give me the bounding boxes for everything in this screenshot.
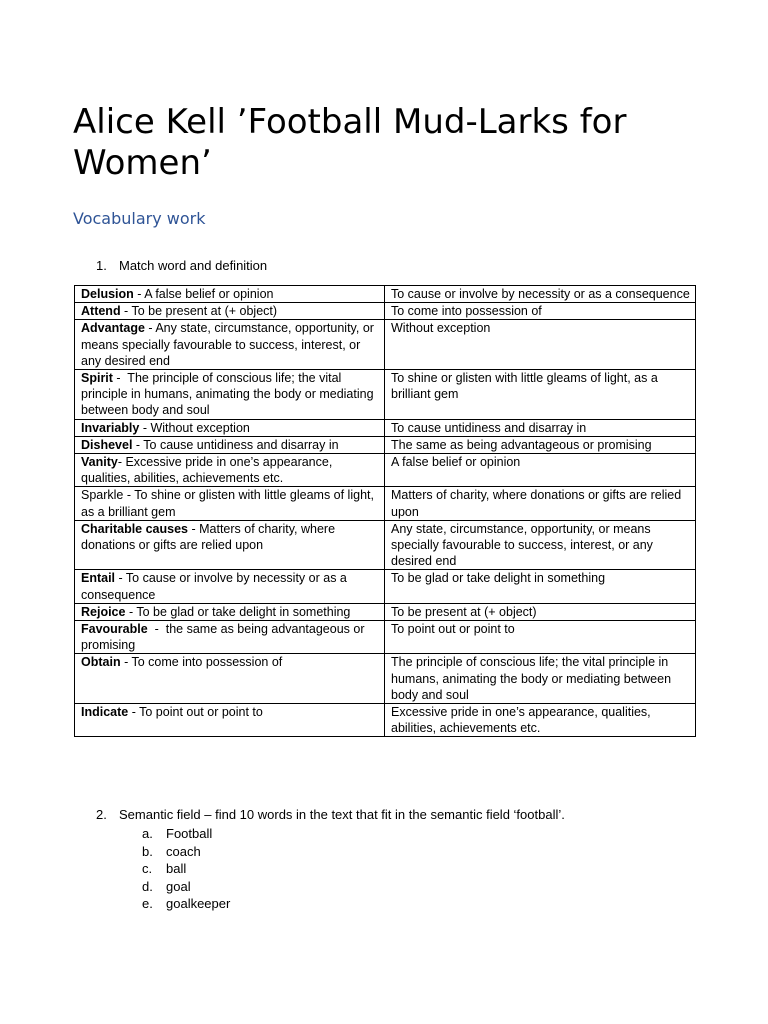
word-cell [75, 419, 385, 436]
word-definition: - To be glad or take delight in something [125, 604, 351, 619]
word-definition: - To come into possession of [120, 655, 283, 670]
question-2-number: 2. [96, 807, 107, 822]
vocab-word: Delusion [81, 287, 134, 301]
table-row [75, 436, 696, 453]
list-item-letter: c. [142, 861, 153, 876]
list-item-text: ball [166, 861, 187, 876]
vocab-word: Attend [81, 304, 121, 319]
list-item-text: goalkeeper [166, 896, 231, 911]
vocab-word: Favourable [81, 622, 148, 637]
word-cell [75, 487, 385, 520]
word-cell [75, 704, 385, 737]
list-item [142, 843, 230, 861]
answer-list [142, 825, 230, 913]
table-row [75, 621, 696, 654]
word-definition: - Without exception [139, 420, 250, 435]
table-row [75, 454, 696, 487]
list-item-text: coach [166, 843, 201, 859]
definition-cell: To be present at (+ object) [385, 603, 696, 620]
word-definition: - To cause untidiness and disarray in [132, 437, 339, 452]
vocab-word: Entail [81, 571, 116, 586]
word-cell [75, 454, 385, 487]
definition-cell: To shine or glisten with little gleams of light, as a brilliant gem [385, 370, 696, 420]
table-row [75, 419, 696, 436]
definition-cell: The same as being advantageous or promising [385, 436, 696, 453]
section-heading: Vocabulary work [73, 209, 206, 228]
word-cell [75, 570, 385, 603]
table-row [75, 603, 696, 620]
list-item-text: Football [166, 826, 213, 841]
vocabulary-table [74, 285, 696, 737]
definition-cell: To be glad or take delight in something [385, 570, 696, 603]
word-cell [75, 654, 385, 704]
page-title: Alice Kell ’Football Mud-Larks for Women’ [73, 102, 627, 183]
table-row [75, 320, 696, 370]
word-definition: - The principle of conscious life; the vital principle in humans, animating the body or mediating between body and soul [81, 371, 378, 418]
list-item-letter: d. [142, 878, 153, 894]
table-row [75, 704, 696, 737]
table-row [75, 303, 696, 320]
word-cell [75, 603, 385, 620]
definition-cell: To cause or involve by necessity or as a consequence [385, 286, 696, 303]
word-cell [75, 520, 385, 570]
definition-cell: The principle of conscious life; the vital principle in humans, animating the body or mediating between body and soul [385, 654, 696, 704]
word-definition: - Matters of charity, where donations or gifts are relied upon [81, 521, 339, 553]
table-row [75, 654, 696, 704]
vocab-word: Advantage [81, 321, 145, 336]
word-definition: - To point out or point to [128, 705, 263, 720]
word-definition: - Excessive pride in one’s appearance, qualities, abilities, achievements etc. [81, 455, 336, 486]
word-cell [75, 303, 385, 320]
word-cell [75, 370, 385, 420]
word-cell [75, 436, 385, 453]
table-row [75, 520, 696, 570]
word-definition: Sparkle - To shine or glisten with little gleams of light, as a brilliant gem [81, 488, 378, 519]
list-item-letter: b. [142, 843, 153, 859]
question-1 [96, 258, 267, 274]
definition-cell: To come into possession of [385, 303, 696, 320]
definition-cell: Excessive pride in one’s appearance, qualities, abilities, achievements etc. [385, 704, 696, 737]
table-row [75, 286, 696, 303]
definition-cell: To point out or point to [385, 621, 696, 654]
vocab-word: Charitable causes [81, 521, 188, 536]
table-row [75, 570, 696, 603]
question-1-text: Match word and definition [119, 258, 268, 273]
word-definition: - A false belief or opinion [133, 287, 274, 301]
vocab-word: Rejoice [81, 604, 126, 619]
vocab-word: Invariably [81, 420, 140, 435]
list-item-text: goal [166, 878, 191, 894]
list-item-letter: e. [142, 896, 153, 911]
table-row [75, 370, 696, 420]
definition-cell: Matters of charity, where donations or gifts are relied upon [385, 487, 696, 520]
word-definition: - To be present at (+ object) [120, 304, 278, 319]
question-2-text: Semantic field – find 10 words in the text that fit in the semantic field ‘football’. [119, 807, 565, 822]
word-definition: - the same as being advantageous or promising [81, 622, 368, 653]
definition-cell: A false belief or opinion [385, 454, 696, 487]
list-item [142, 895, 230, 913]
word-cell [75, 621, 385, 654]
vocab-word: Spirit [81, 371, 113, 386]
word-definition: - To cause or involve by necessity or as a consequence [81, 571, 351, 602]
vocab-word: Obtain [81, 655, 121, 670]
definition-cell: To cause untidiness and disarray in [385, 419, 696, 436]
vocab-word: Vanity [81, 455, 118, 470]
word-definition: - Any state, circumstance, opportunity, or means specially favourable to success, interest, or any desired end [81, 321, 378, 368]
question-2 [96, 807, 565, 823]
table-row [75, 487, 696, 520]
vocab-word: Dishevel [81, 437, 133, 452]
list-item [142, 860, 230, 878]
definition-cell: Without exception [385, 320, 696, 370]
definition-cell: Any state, circumstance, opportunity, or means specially favourable to success, interest, or any desired end [385, 520, 696, 570]
list-item-letter: a. [142, 826, 153, 841]
list-item [142, 878, 230, 896]
word-cell [75, 286, 385, 303]
question-1-number: 1. [96, 258, 107, 273]
vocab-word: Indicate [81, 705, 129, 720]
list-item [142, 825, 230, 843]
word-cell [75, 320, 385, 370]
